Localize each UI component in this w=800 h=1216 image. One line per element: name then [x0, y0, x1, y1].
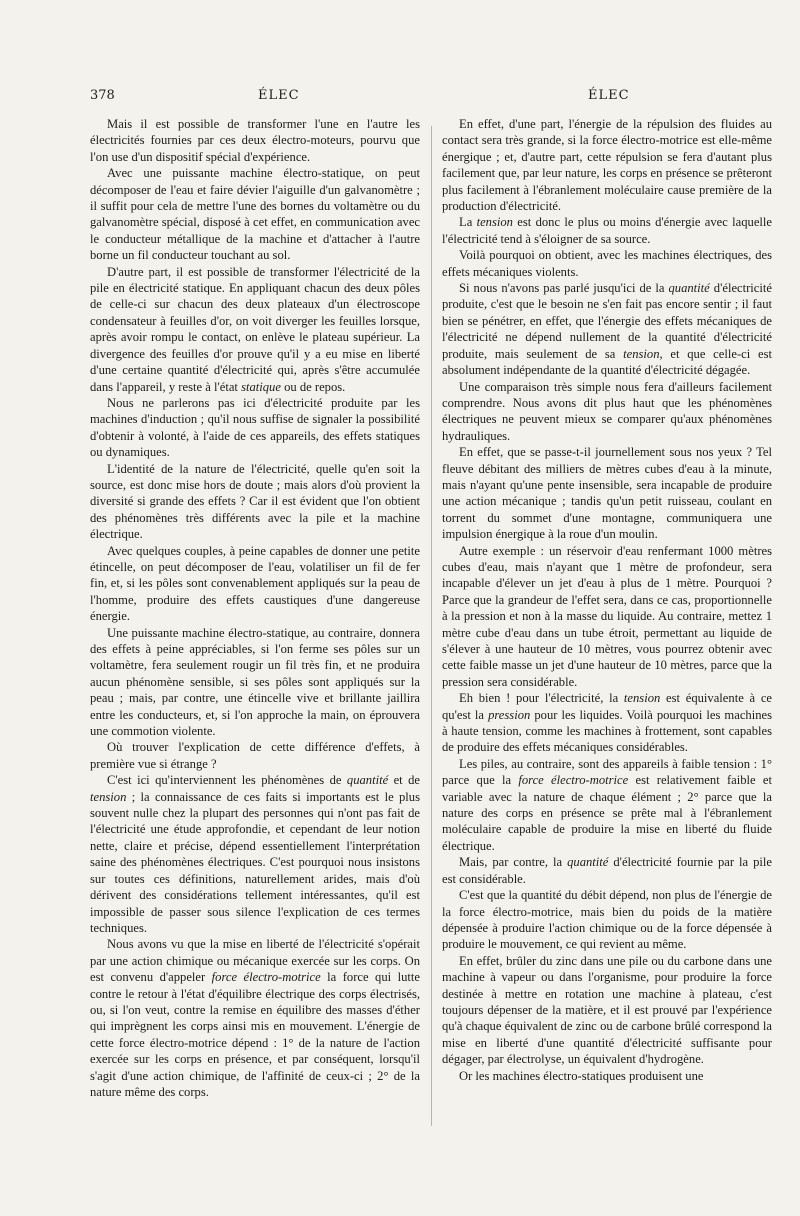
text-run: Si nous n'avons pas parlé jusqu'ici de la [459, 281, 669, 296]
paragraph [90, 625, 420, 740]
text-run: En effet, brûler du zinc dans une pile ou du carbone dans une machine à vapeur ou dans l'organisme, pour produire la force destinée à mettre en rotation une machine à plateau, c'est toujours dépenser de la matière, et il est prouvé par l'expérience qu'à chaque équivalent de zinc ou de carbone brûlé correspond la mise en liberté d'une quantité d'électricité suffisante pour dégager, par électrolyse, un équivalent d'hydrogène. [442, 953, 772, 1067]
text-run: Avec une puissante machine électro-statique, on peut décomposer de l'eau et faire dévier l'aiguille d'un galvanomètre ; il suffit pour cela de mettre l'une des bornes du voltamètre ou du galvanomètre spécial, disposé à cet effet, en communication avec le conducteur métallique de la machine et d'attacher à l'autre borne un fil conducteur touchant au sol. [90, 166, 420, 263]
text-run: Nous avons vu que la mise en liberté de l'électricité s'opérait par une action chimique ou mécanique exercée sur les corps. On est convenu d'appeler [90, 937, 420, 985]
text-run: Eh bien ! pour l'électricité, la [459, 691, 624, 706]
text-run: Autre exemple : un réservoir d'eau renfermant 1000 mètres cubes d'eau, mais n'ayant que 1 mètre de profondeur, sera incapable d'élever un jet d'eau à plus de 1 mètre. Pourquoi ? Parce que la grandeur de l'effet sera, dans ce cas, proportionnelle à la pression et non à la masse du liquide. Au contraire, mettez 1 mètre cube d'eau dans un tube étroit, permettant au liquide de s'élever à une hauteur de 10 mètres, vous pourrez obtenir avec cette faible masse un jet d'une hauteur de 10 mètres, parce que la pression sera considérable. [442, 543, 772, 689]
text-run: D'autre part, il est possible de transformer l'électricité de la pile en électricité statique. En appliquant chacun des deux pôles de celle-ci sur chacun des deux plateaux d'un électroscope condensateur à feuilles d'or, on voit diverger les feuilles lorsque, après avoir rompu le contact, on enlève le plateau supérieur. La divergence des feuilles d'or prouve qu'il y a eu mise en liberté d'une certaine quantité d'électricité qui, après s'être accumulée dans l'appareil, y reste à l'état [90, 264, 420, 394]
left-column [90, 116, 420, 1126]
paragraph [90, 264, 420, 395]
paragraph [442, 247, 772, 280]
italic-term: tension [623, 346, 660, 361]
text-run: Une puissante machine électro-statique, au contraire, donnera des effets à peine appréciables, si l'on ferme ses pôles sur un voltamètre, fera seulement rougir un fil très fin, et ne produira aucun phénomène sensible, si ses pôles sont appliqués sur la peau ; mais, par contre, une étincelle vive et brillante jaillira entre les conducteurs, et, si l'on approche la main, on éprouvera une commotion violente. [90, 625, 420, 739]
paragraph [442, 116, 772, 214]
text-run: L'identité de la nature de l'électricité, quelle qu'en soit la source, est donc mise hors de doute ; mais alors d'où provient la diversité si grande des effets ? Car il est évident que l'on obtient des phénomènes très différents avec la pile et la machine électrique. [90, 461, 420, 542]
italic-term: statique [241, 379, 281, 394]
text-run: pour les liquides. Voilà pourquoi les machines à haute tension, comme les machines à frottement, sont capables de produire des effets mécaniques considérables. [442, 707, 772, 755]
text-run: ; la connaissance de ces faits si importants est le plus souvent nulle chez la plupart des personnes qui n'ont pas fait de l'électricité une étude approfondie, et cependant de leur notion nette, claire et précise, dépend essentiellement l'interprétation saine des phénomènes électriques. C'est pourquoi nous insistons sur toutes ces définitions, naturellement arides, mais d'où dérivent des considérations tellement intéressantes, qu'il est impossible de passer sous silence l'explication de ces termes techniques. [90, 789, 420, 935]
paragraph [90, 461, 420, 543]
paragraph [90, 165, 420, 263]
text-run: Or les machines électro-statiques produisent une [459, 1068, 704, 1083]
paragraph [442, 854, 772, 887]
page-header [90, 88, 770, 108]
right-column [442, 116, 772, 1126]
text-run: La [459, 215, 477, 230]
paragraph [442, 280, 772, 378]
italic-term: force électro-motrice [211, 970, 321, 985]
paragraph [90, 395, 420, 461]
text-run: Les piles, au contraire, sont des appareils à faible tension : 1° parce que la [442, 756, 772, 788]
text-run: ou de repos. [280, 379, 346, 394]
paragraph [90, 739, 420, 772]
text-run: Mais, par contre, la [459, 855, 568, 870]
italic-term: quantité [668, 281, 710, 296]
italic-term: quantité [346, 773, 389, 788]
paragraph [90, 936, 420, 1100]
running-head-right: ÉLEC [588, 88, 630, 103]
running-head-left: ÉLEC [258, 88, 300, 103]
text-run: est donc le plus ou moins d'énergie avec laquelle l'électricité tend à s'éloigner de sa source. [442, 215, 772, 246]
text-run: Mais il est possible de transformer l'une en l'autre les électricités fournies par ces deux électro-moteurs, pourvu que l'on use d'un dispositif spécial d'expérience. [90, 117, 420, 164]
text-run: Où trouver l'explication de cette différence d'effets, à première vue si étrange ? [90, 740, 420, 771]
text-run: et de [388, 773, 420, 788]
text-run: C'est ici qu'interviennent les phénomènes de [107, 773, 347, 788]
text-run: Avec quelques couples, à peine capables de donner une petite étincelle, on peut décomposer de l'eau, volatiliser un fil de fer fin, et, si les pôles sont convenablement appliqués sur la peau de l'homme, produire des effets caustiques d'une dangereuse énergie. [90, 543, 420, 624]
text-run: C'est que la quantité du débit dépend, non plus de l'énergie de la force électro-motrice, mais bien du poids de la matière dépensée à produire l'action chimique ou de la force dépensée à produire le mouvement, ce qui revient au même. [442, 888, 772, 952]
paragraph [442, 214, 772, 247]
text-run: Voilà pourquoi on obtient, avec les machines électriques, des effets mécaniques violents. [442, 248, 772, 279]
text-run: Une comparaison très simple nous fera d'ailleurs facilement comprendre. Nous avons dit plus haut que les phénomènes électriques ne peuvent mieux se comparer qu'aux phénomènes hydrauliques. [442, 379, 772, 443]
paragraph [442, 379, 772, 445]
paragraph [442, 1068, 772, 1084]
paragraph [90, 543, 420, 625]
paragraph [90, 772, 420, 936]
italic-term: quantité [567, 855, 609, 870]
italic-term: tension [476, 215, 513, 230]
paragraph [442, 444, 772, 542]
italic-term: tension [623, 691, 661, 706]
italic-term: tension [90, 789, 127, 804]
text-run: En effet, d'une part, l'énergie de la répulsion des fluides au contact sera très grande, si la force électro-motrice est elle-même énergique ; et, d'autre part, cette répulsion se fera d'autant plus facilement que, par leur nature, les corps en présence se prêteront plus facilement à l'ébranlement moléculaire cause première de la production d'électricité. [442, 117, 772, 214]
paragraph [442, 887, 772, 953]
text-run: est relativement faible et variable avec la nature de chaque élément ; 2° parce que la nature des corps en présence se prête mal à l'ébranlement moléculaire capable de produire la mise en liberté du fluide électrique. [442, 773, 772, 853]
italic-term: force électro-motrice [518, 773, 629, 788]
text-run: , et que celle-ci est absolument indépendante de la quantité d'électricité dégagée. [442, 346, 772, 378]
column-divider [431, 126, 432, 1126]
paragraph [442, 756, 772, 854]
paragraph [442, 953, 772, 1068]
text-run: Nous ne parlerons pas ici d'électricité produite par les machines d'induction ; qu'il nous suffise de signaler la possibilité d'obtenir à volonté, à l'aide de ces appareils, des effets statiques ou dynamiques. [90, 395, 420, 460]
paragraph [442, 543, 772, 691]
text-run: est équivalente à ce qu'est la [442, 691, 772, 722]
text-run: d'électricité fournie par la pile est considérable. [442, 855, 772, 886]
text-run: la force qui lutte contre le retour à l'état d'équilibre électrique des corps électrisés, ou, si l'on veut, contre la remise en équilibre des masses d'éther qui imprègnent les corps ainsi mis en mouvement. L'énergie de cette force électro-motrice dépend : 1° de la nature de l'action exercée sur les corps en présence, et par conséquent, lorsqu'il s'agit d'une action chimique, de l'affinité de ceux-ci ; 2° de la nature même des corps. [90, 970, 420, 1099]
paragraph [442, 690, 772, 756]
page-number: 378 [90, 88, 115, 103]
text-run: En effet, que se passe-t-il journellement sous nos yeux ? Tel fleuve débitant des milliers de mètres cubes d'eau à la minute, mais n'ayant qu'une pente insensible, sera incapable de produire une action mécanique ; tandis qu'un petit ruisseau, coulant en torrent du sommet d'une montagne, communiquera une impulsion énergique à la roue d'un moulin. [442, 445, 772, 542]
italic-term: pression [488, 707, 531, 722]
text-run: d'électricité produite, c'est que le besoin ne s'en fait pas encore sentir ; il faut bien se pénétrer, en effet, que l'énergie des effets mécaniques de l'électricité ne dépend nullement de la quantité d'électricité produite, mais seulement de sa [442, 281, 772, 361]
paragraph [90, 116, 420, 165]
